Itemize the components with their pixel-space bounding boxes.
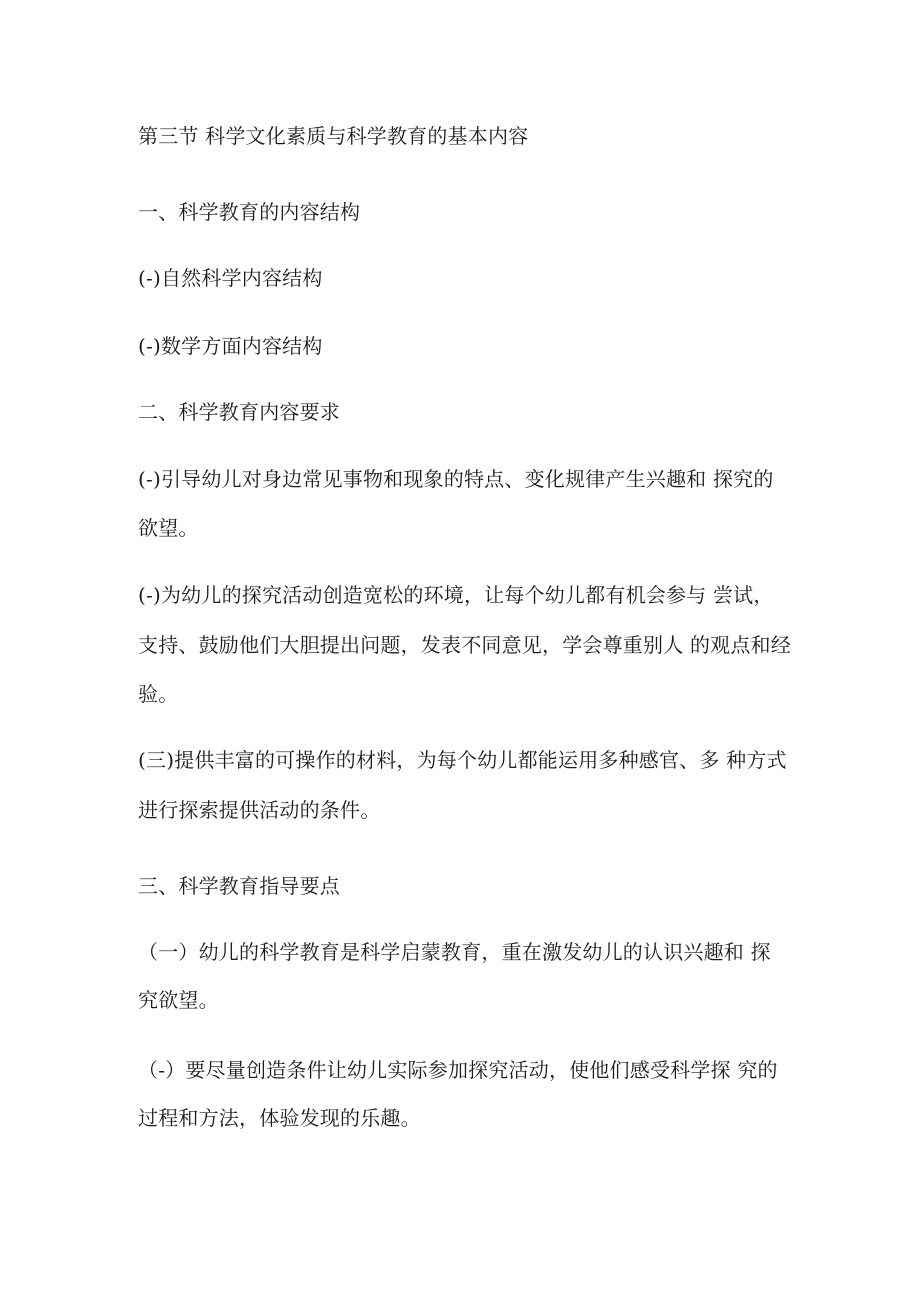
item-guide-interest-line-1: (-)引导幼儿对身边常见事物和现象的特点、变化规律产生兴趣和 探究的	[138, 467, 774, 491]
item-enlightenment-line-1: （一）幼儿的科学教育是科学启蒙教育，重在激发幼儿的认识兴趣和 探	[138, 940, 771, 964]
heading-content-structure: 一、科学教育的内容结构	[138, 200, 361, 224]
item-mathematics: (-)数学方面内容结构	[138, 334, 323, 358]
heading-guidance-points: 三、科学教育指导要点	[138, 874, 340, 898]
item-materials-line-1: (三)提供丰富的可操作的材料，为每个幼儿都能运用多种感官、多 种方式	[138, 748, 787, 772]
item-environment-line-1: (-)为幼儿的探究活动创造宽松的环境，让每个幼儿都有机会参与 尝试，	[138, 583, 774, 607]
item-materials-line-2: 进行探索提供活动的条件。	[138, 798, 381, 822]
item-enlightenment-line-2: 究欲望。	[138, 988, 219, 1012]
item-guide-interest-line-2: 欲望。	[138, 516, 199, 540]
item-environment-line-2: 支持、鼓励他们大胆提出问题，发表不同意见，学会尊重别人 的观点和经	[138, 633, 791, 657]
item-exploration-line-2: 过程和方法，体验发现的乐趣。	[138, 1106, 421, 1130]
heading-content-requirements: 二、科学教育内容要求	[138, 400, 340, 424]
item-environment-line-3: 验。	[138, 682, 179, 706]
item-exploration-line-1: （-）要尽量创造条件让幼儿实际参加探究活动，使他们感受科学探 究的	[138, 1058, 778, 1082]
item-natural-science: (-)自然科学内容结构	[138, 266, 323, 290]
section-title: 第三节 科学文化素质与科学教育的基本内容	[138, 124, 529, 148]
